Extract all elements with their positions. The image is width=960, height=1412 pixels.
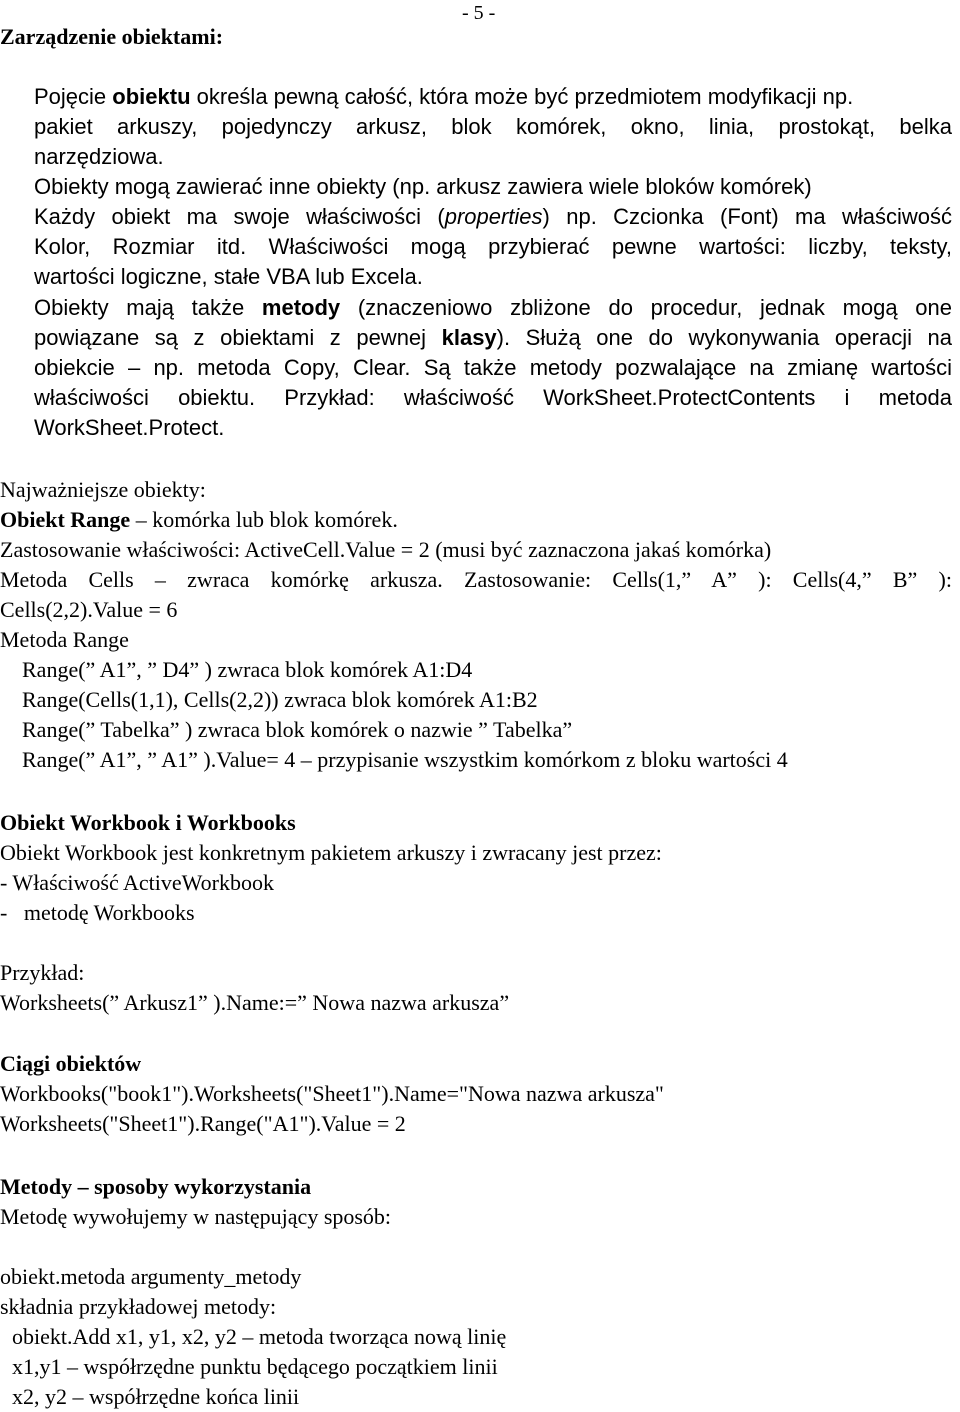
workbook-line-3: - metodę Workbooks	[0, 900, 195, 925]
range-line-4: Metoda Range	[0, 627, 129, 652]
text-span: określa pewną całość, która może być przedmiotem modyfikacji np.	[190, 84, 854, 109]
text-span: Obiekty mają także	[34, 295, 262, 320]
text-span: – komórka lub blok komórek.	[130, 507, 398, 532]
range-line-1: Zastosowanie właściwości: ActiveCell.Value = 2 (musi być zaznaczona jakaś komórka)	[0, 537, 772, 562]
workbook-line-2: - Właściwość ActiveWorkbook	[0, 870, 274, 895]
chains-line-1: Workbooks("book1").Worksheets("Sheet1").Name="Nowa nazwa arkusza"	[0, 1081, 664, 1106]
text-span: powiązane są z obiektami z pewnej	[34, 325, 442, 350]
methods-line-4: obiekt.Add x1, y1, x2, y2 – metoda tworząca nową linię	[12, 1324, 507, 1349]
intro-line-11: właściwości obiektu. Przykład: właściwość WorkSheet.ProtectContents i metoda	[34, 385, 952, 410]
intro-line-5	[34, 202, 952, 232]
intro-line-7: wartości logiczne, stałe VBA lub Excela.	[34, 264, 423, 289]
range-line-5: Range(” A1”, ” D4” ) zwraca blok komórek A1:D4	[22, 657, 473, 682]
workbook-line-4: Przykład:	[0, 960, 85, 985]
chains-title: Ciągi obiektów	[0, 1051, 142, 1076]
range-title-bold: Obiekt Range	[0, 507, 131, 532]
intro-line-12: WorkSheet.Protect.	[34, 415, 225, 440]
intro-line-4: Obiekty mogą zawierać inne obiekty (np. arkusz zawiera wiele bloków komórek)	[34, 174, 812, 199]
text-span: ) np. Czcionka (Font) ma właściwość	[542, 204, 952, 229]
term-klasy: klasy	[441, 325, 497, 350]
workbook-title: Obiekt Workbook i Workbooks	[0, 810, 296, 835]
term-properties: properties	[444, 204, 543, 229]
intro-line-6: Kolor, Rozmiar itd. Właściwości mogą przybierać pewne wartości: liczby, teksty,	[34, 234, 952, 259]
text-span: ). Służą one do wykonywania operacji na	[496, 325, 952, 350]
term-obiektu: obiektu	[112, 84, 191, 109]
methods-line-3: składnia przykładowej metody:	[0, 1294, 277, 1319]
term-metody: metody	[261, 295, 341, 320]
text-span: (znaczeniowo zbliżone do procedur, jednak mogą one	[340, 295, 952, 320]
methods-line-1: Metodę wywołujemy w następujący sposób:	[0, 1204, 392, 1229]
intro-line-8	[34, 293, 952, 323]
intro-line-2: pakiet arkuszy, pojedynczy arkusz, blok komórek, okno, linia, prostokąt, belka	[34, 114, 952, 139]
range-intro: Najważniejsze obiekty:	[0, 477, 206, 502]
workbook-line-5: Worksheets(” Arkusz1” ).Name:=” Nowa nazwa arkusza”	[0, 990, 510, 1015]
section-heading: Zarządzenie obiektami:	[0, 24, 224, 49]
intro-line-1	[34, 82, 853, 112]
methods-line-2: obiekt.metoda argumenty_metody	[0, 1264, 302, 1289]
range-line-8: Range(” A1”, ” A1” ).Value= 4 – przypisanie wszystkim komórkom z bloku wartości 4	[22, 747, 788, 772]
range-line-7: Range(” Tabelka” ) zwraca blok komórek o nazwie ” Tabelka”	[22, 717, 573, 742]
range-line-6: Range(Cells(1,1), Cells(2,2)) zwraca blok komórek A1:B2	[22, 687, 538, 712]
methods-line-5: x1,y1 – współrzędne punktu będącego początkiem linii	[12, 1354, 498, 1379]
chains-line-2: Worksheets("Sheet1").Range("A1").Value = 2	[0, 1111, 406, 1136]
range-line-2: Metoda Cells – zwraca komórkę arkusza. Zastosowanie: Cells(1,” A” ): Cells(4,” B” ):	[0, 567, 952, 592]
intro-line-10: obiekcie – np. metoda Copy, Clear. Są także metody pozwalające na zmianę wartości	[34, 355, 952, 380]
workbook-line-1: Obiekt Workbook jest konkretnym pakietem arkuszy i zwracany jest przez:	[0, 840, 662, 865]
range-title	[0, 505, 398, 535]
text-span: Pojęcie	[34, 84, 113, 109]
range-line-3: Cells(2,2).Value = 6	[0, 597, 178, 622]
text-span: Każdy obiekt ma swoje właściwości (	[34, 204, 445, 229]
page-number: - 5 -	[462, 2, 496, 24]
intro-line-9	[34, 323, 952, 353]
intro-line-3: narzędziowa.	[34, 144, 164, 169]
methods-line-6: x2, y2 – współrzędne końca linii	[12, 1384, 300, 1409]
methods-title: Metody – sposoby wykorzystania	[0, 1174, 312, 1199]
